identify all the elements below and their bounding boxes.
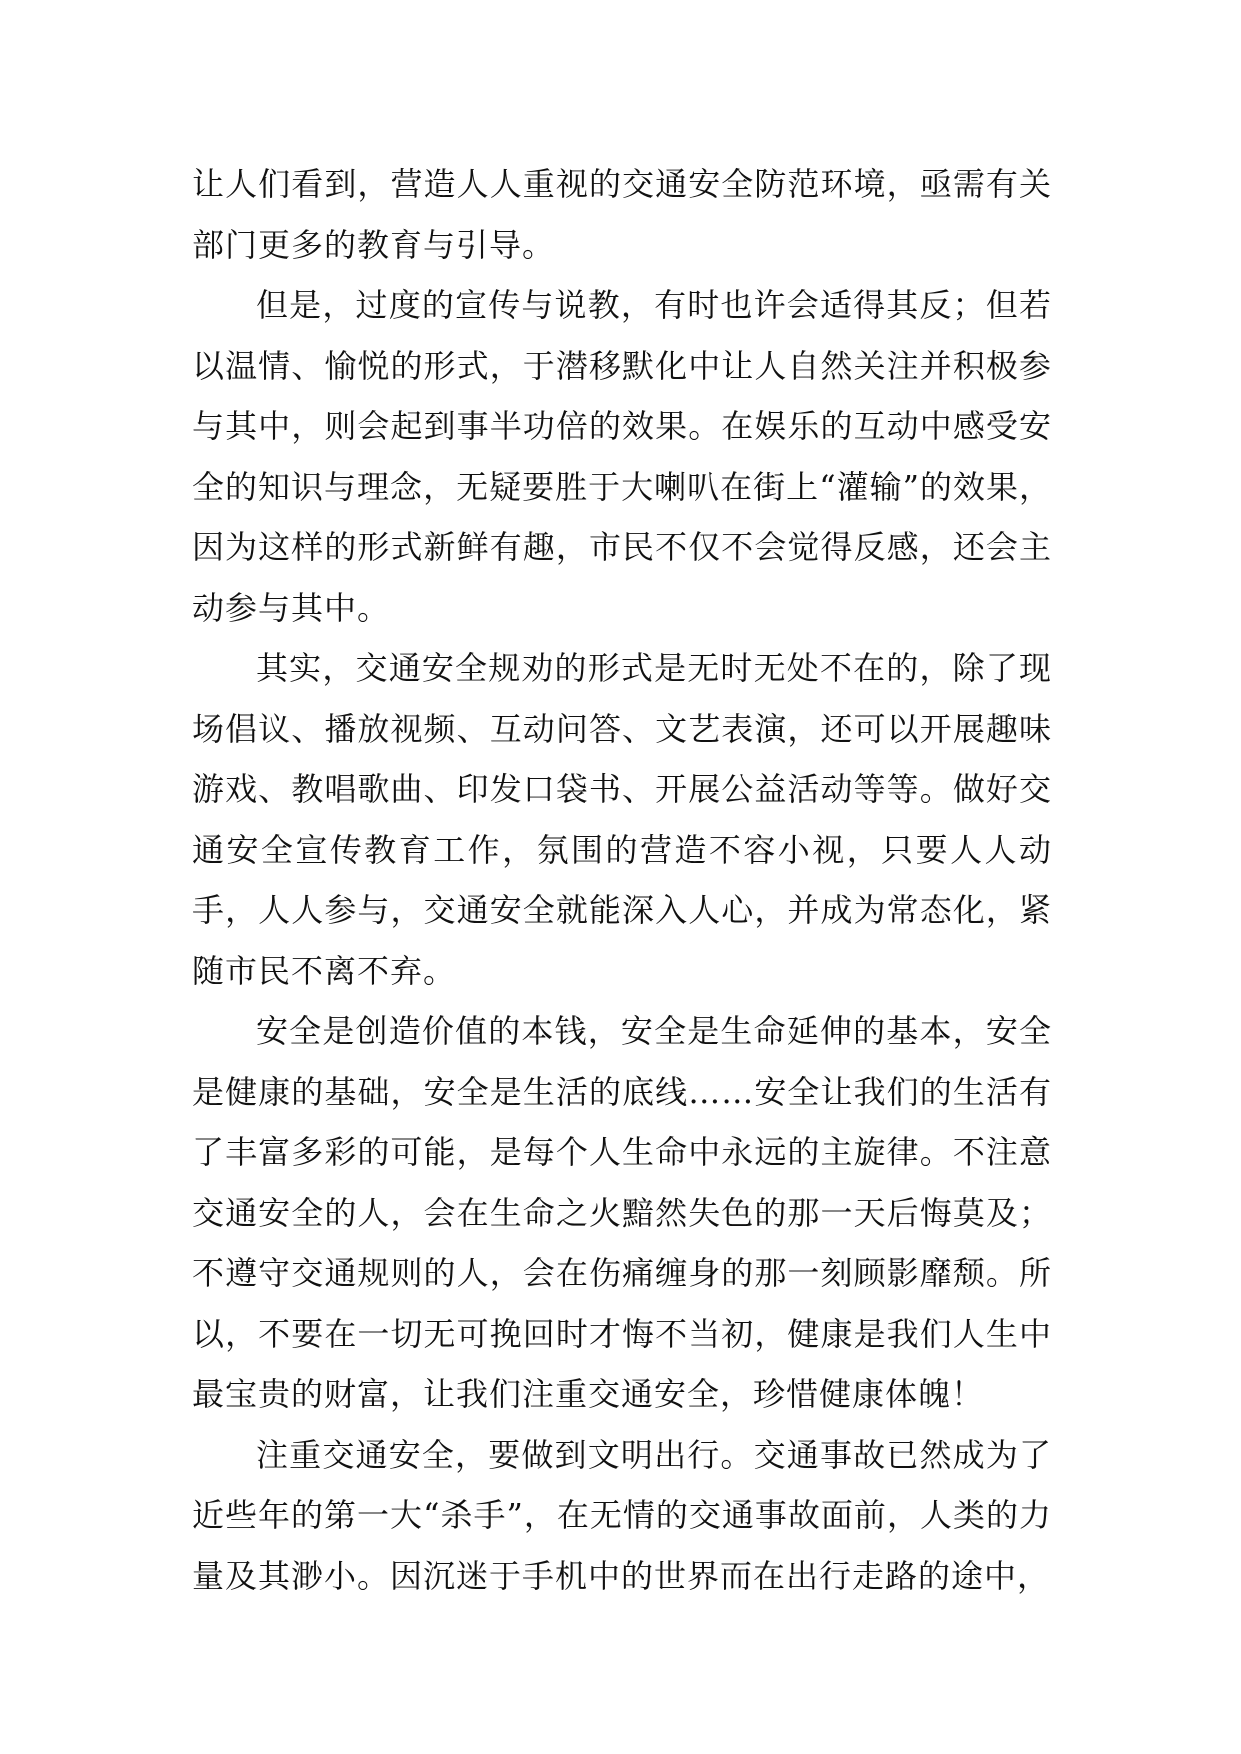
paragraph-continued: 让人们看到，营造人人重视的交通安全防范环境，亟需有关部门更多的教育与引导。 xyxy=(192,165,1052,264)
paragraph: 但是，过度的宣传与说教，有时也许会适得其反；但若以温情、愉悦的形式，于潜移默化中让人自然关注并积极参与其中，则会起到事半功倍的效果。在娱乐的互动中感受安全的知识与理念，无疑要胜于大喇叭在街上“灌输”的效果，因为这样的形式新鲜有趣，市民不仅不会觉得反感，还会主动参与其中。 xyxy=(192,286,1052,627)
paragraph: 注重交通安全，要做到文明出行。交通事故已然成为了近些年的第一大“杀手”，在无情的交通事故面前，人类的力量及其渺小。因沉迷于手机中的世界而在出行走路的途中， xyxy=(192,1435,1052,1595)
paragraph: 其实，交通安全规劝的形式是无时无处不在的，除了现场倡议、播放视频、互动问答、文艺表演，还可以开展趣味游戏、教唱歌曲、印发口袋书、开展公益活动等等。做好交通安全宣传教育工作，氛围的营造不容小视，只要人人动手，人人参与，交通安全就能深入人心，并成为常态化，紧随市民不离不弃。 xyxy=(192,649,1052,990)
document-body xyxy=(192,154,1052,1606)
paragraph: 安全是创造价值的本钱，安全是生命延伸的基本，安全是健康的基础，安全是生活的底线……安全让我们的生活有了丰富多彩的可能，是每个人生命中永远的主旋律。不注意交通安全的人，会在生命之火黯然失色的那一天后悔莫及；不遵守交通规则的人，会在伤痛缠身的那一刻顾影靡颓。所以，不要在一切无可挽回时才悔不当初，健康是我们人生中最宝贵的财富，让我们注重交通安全，珍惜健康体魄！ xyxy=(192,1012,1052,1413)
